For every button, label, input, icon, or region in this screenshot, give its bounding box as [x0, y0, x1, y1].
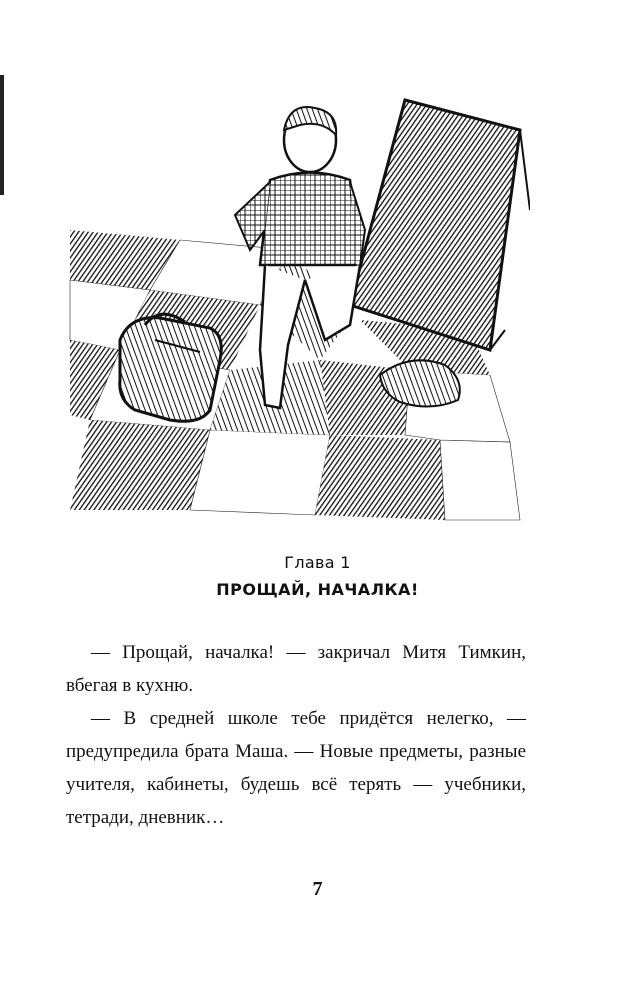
body-text	[66, 636, 526, 834]
chapter-illustration	[60, 90, 530, 530]
paragraph: — В средней школе тебе придётся нелегко, — предупредила брата Маша. — Новые предметы, разные учителя, кабинеты, будешь всё терять — учебники, тетради, дневник…	[66, 708, 526, 828]
chapter-title: ПРОЩАЙ, НАЧАЛКА!	[216, 580, 419, 599]
page-edge-mark	[0, 75, 4, 195]
page-number: 7	[312, 878, 323, 900]
chapter-label: Глава 1	[284, 553, 351, 572]
school-bag	[120, 314, 221, 421]
paragraph: — Прощай, началка! — закричал Митя Тимкин, вбегая в кухню.	[66, 642, 526, 696]
door	[350, 100, 530, 350]
